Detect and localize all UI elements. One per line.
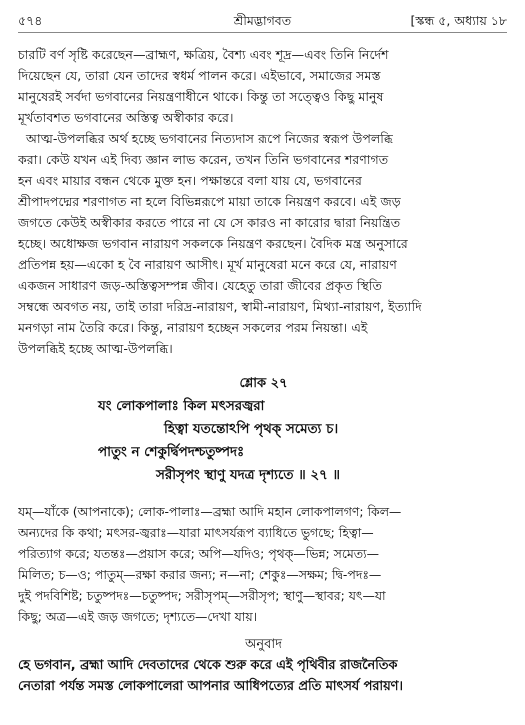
text-line: করা। কেউ যখন এই দিব্য জ্ঞান লাভ করেন, তখন তিনি ভগবানের শরণাগত: [18, 152, 389, 167]
translation-block: [18, 655, 509, 697]
text-line: দিয়েছেন যে, তারা যেন তাদের স্বধর্ম পালন করে। এইভাবে, সমাজের সমস্ত: [18, 68, 381, 83]
text-line: একজন সাধারণ জড়-অস্তিত্বসম্পন্ন জীব। যেহেতু তারা জীবের প্রকৃত স্থিতি: [18, 278, 382, 293]
text-line: মনগড়া নাম তৈরি করে। কিন্তু, নারায়ণ হচ্ছেন সকলের পরম নিয়ন্তা। এই: [18, 320, 368, 335]
synonym-line: কিছু; অত্র—এই জড় জগতে; দৃশ্যতে—দেখা যায়।: [18, 609, 258, 624]
verse-line: সরীসৃপং স্থাণু যদত্র দৃশ্যতে ॥ ২৭ ॥: [156, 468, 340, 483]
text-line: হচ্ছে। অধোক্ষজ ভগবান নারায়ণ সকলকে নিয়ন্ত্রণ করছেন। বৈদিক মন্ত্র অনুসারে: [18, 236, 408, 251]
text-line: চারটি বর্ণ সৃষ্টি করেছেন—ব্রাহ্মণ, ক্ষত্রিয়, বৈশ্য এবং শূদ্র—এবং তিনি নির্দেশ: [18, 47, 389, 62]
synonym-line: অন্যদের কি কথা; মৎসর-জ্বরাঃ—যারা মাৎসর্যরূপ ব্যাধিতে ভুগছে; হিত্বা—: [18, 525, 374, 540]
section-reference: [স্কন্ধ ৫, অধ্যায় ১৮: [410, 13, 507, 28]
translation-line: নেতারা পর্যন্ত সমস্ত লোকপালেরা আপনার আধিপত্যের প্রতি মাৎসর্য পরায়ণ।: [18, 679, 403, 694]
text-line: উপলব্ধিই হচ্ছে আত্ম-উপলব্ধি।: [18, 341, 173, 356]
text-line: মানুষেরই সর্বদা ভগবানের নিয়ন্ত্রণাধীনে থাকে। কিন্তু তা সত্ত্বেও কিছু মানুষ: [18, 89, 384, 104]
synonym-line: দুই পদবিশিষ্ট; চতুষ্পদঃ—চতুষ্পদ; সরীসৃপম্—সরীসৃপ; স্থাণু—স্থাবর; যৎ—যা: [18, 588, 386, 603]
page-number: ৫৭৪: [18, 13, 43, 28]
verse-line: পাতুং ন শেকুর্দ্বিপদশ্চতুষ্পদঃ: [98, 445, 245, 460]
book-title: শ্রীমদ্ভাগবত: [233, 13, 292, 28]
text-line: সম্বন্ধে অবগত নয়, তাই তারা দরিদ্র-নারায়ণ, স্বামী-নারায়ণ, মিথ্যা-নারায়ণ, ইত্যাদি: [18, 299, 422, 314]
text-line: জগতে কেউই অস্বীকার করতে পারে না যে সে কারও না কারোর দ্বারা নিয়ন্ত্রিত: [18, 215, 401, 230]
translation-line: হে ভগবান, ব্রহ্মা আদি দেবতাদের থেকে শুরু করে এই পৃথিবীর রাজনৈতিক: [18, 658, 398, 673]
purport-paragraph-2: [18, 128, 509, 359]
synonym-line: মিলিত; চ—ও; পাতুম্—রক্ষা করার জন্য; ন—না; শেকুঃ—সক্ষম; দ্বি-পদঃ—: [18, 567, 382, 582]
text-line: মূর্খতাবশত ভগবানের অস্তিত্ব অস্বীকার করে।: [18, 110, 234, 125]
verse-line: যং লোকপালাঃ কিল মৎসরজ্বরা: [98, 399, 265, 414]
sanskrit-verse: [18, 395, 509, 487]
text-line: হন এবং মায়ার বন্ধন থেকে মুক্ত হন। পক্ষান্তরে বলা যায় যে, ভগবানের: [18, 173, 362, 188]
verse-heading: শ্লোক ২৭: [239, 376, 288, 391]
purport-paragraph-1: [18, 44, 509, 128]
synonyms-block: [18, 501, 509, 627]
running-header: [18, 10, 507, 33]
text-line: আত্ম-উপলব্ধির অর্থ হচ্ছে ভগবানের নিত্যদাস রূপে নিজের স্বরূপ উপলব্ধি: [26, 131, 393, 146]
synonym-line: যম্—যাঁকে (আপনাকে); লোক-পালাঃ—ব্রহ্মা আদি মহান লোকপালগণ; কিল—: [18, 504, 402, 519]
page-body: [18, 44, 509, 697]
text-line: শ্রীপাদপদ্মের শরণাগত না হলে বিভিন্নরূপে মায়া তাকে নিয়ন্ত্রণ করবে। এই জড়: [18, 194, 401, 209]
verse-line: হিত্বা যতন্তোঽপি পৃথক্ সমেত্য চ।: [164, 422, 339, 437]
synonym-line: পরিত্যাগ করে; যতন্তঃ—প্রয়াস করে; অপি—যদিও; পৃথক্—ভিন্ন; সমেত্য—: [18, 546, 379, 561]
text-line: প্রতিপন্ন হয়—একো হ বৈ নারায়ণ আসীৎ। মূর্খ মানুষেরা মনে করে যে, নারায়ণ: [18, 257, 397, 272]
translation-heading: অনুবাদ: [245, 637, 282, 652]
